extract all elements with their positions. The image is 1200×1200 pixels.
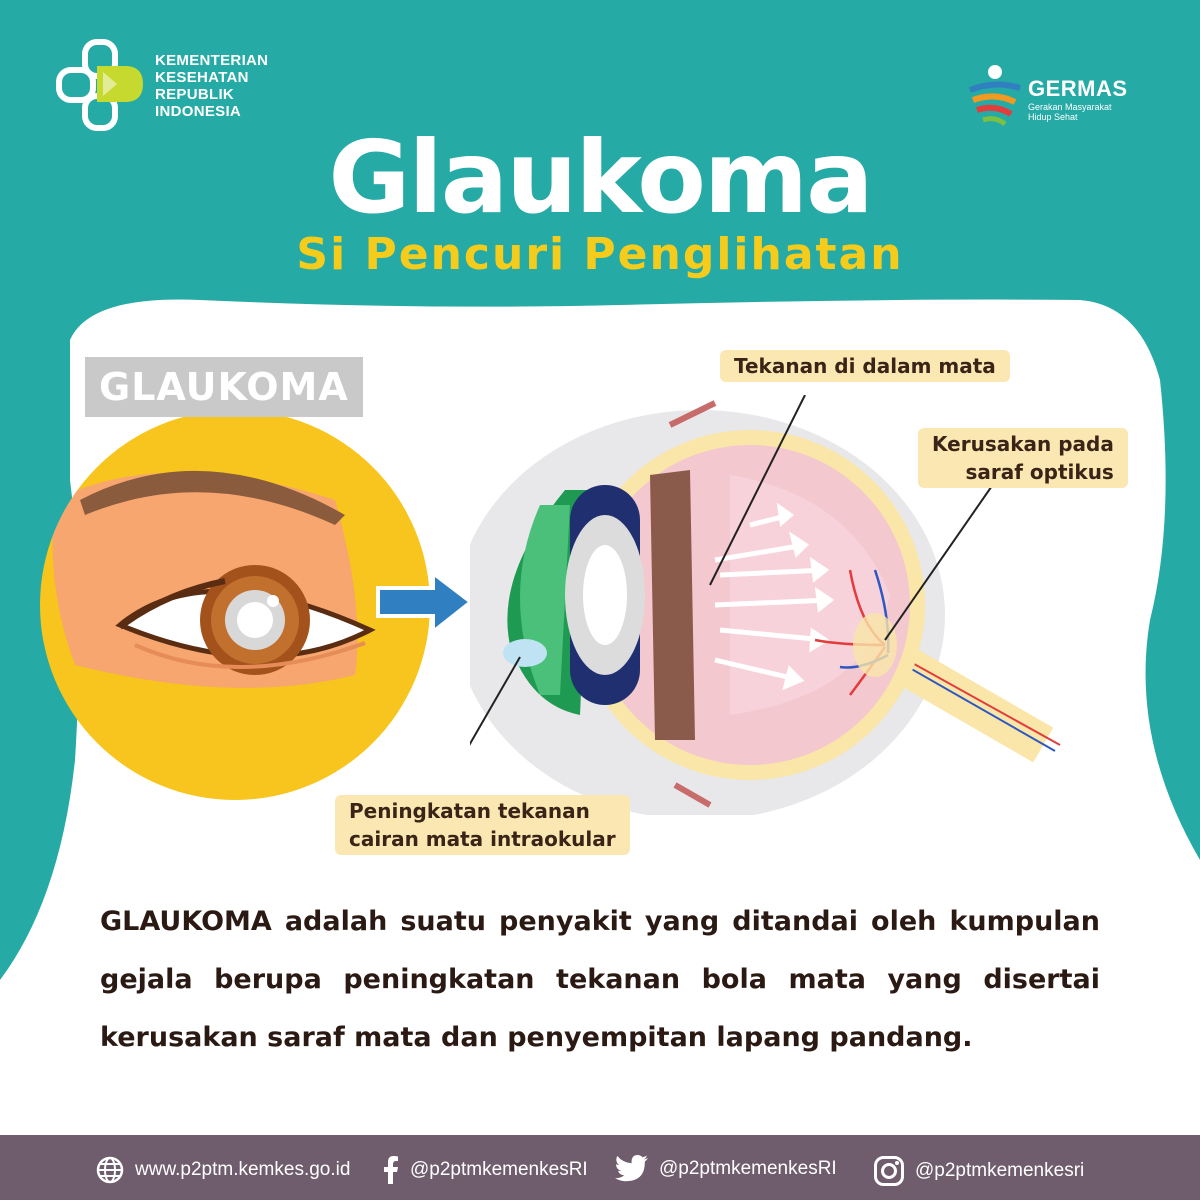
footer-instagram-text: @p2ptmkemenkesri bbox=[915, 1160, 1085, 1181]
callout-optic-nerve-line-2: saraf optikus bbox=[965, 460, 1114, 484]
twitter-icon bbox=[615, 1155, 649, 1183]
footer-instagram[interactable] bbox=[873, 1155, 1084, 1187]
footer-website-text: www.p2ptm.kemkes.go.id bbox=[135, 1159, 351, 1180]
callout-pressure-inside: Tekanan di dalam mata bbox=[720, 350, 1010, 382]
description-paragraph: GLAUKOMA adalah suatu penyakit yang ditandai oleh kumpulan gejala berupa peningkatan tekanan bola mata yang disertai kerusakan saraf mata dan penyempitan lapang pandang. bbox=[100, 906, 1100, 1053]
footer-facebook[interactable] bbox=[380, 1155, 588, 1185]
callout-intraocular-line-1: Peningkatan tekanan bbox=[349, 799, 590, 823]
instagram-icon bbox=[873, 1155, 905, 1187]
germas-tagline-2: Hidup Sehat bbox=[1028, 112, 1078, 122]
footer-facebook-text: @p2ptmkemenkesRI bbox=[410, 1159, 588, 1180]
footer-twitter[interactable] bbox=[615, 1155, 837, 1183]
footer-website[interactable] bbox=[95, 1155, 350, 1185]
page-title: Glaukoma bbox=[328, 119, 872, 236]
callout-optic-nerve bbox=[918, 428, 1128, 488]
facebook-icon bbox=[380, 1155, 400, 1185]
page-subtitle: Si Pencuri Penglihatan bbox=[296, 229, 904, 280]
germas-name: GERMAS bbox=[1028, 76, 1128, 101]
germas-tagline-1: Gerakan Masyarakat bbox=[1028, 102, 1112, 112]
glaukoma-badge: GLAUKOMA bbox=[85, 357, 363, 417]
ministry-line-3: REPUBLIK bbox=[155, 86, 235, 103]
ministry-line-2: KESEHATAN bbox=[155, 69, 249, 86]
ministry-line-4: INDONESIA bbox=[155, 103, 242, 120]
globe-icon bbox=[95, 1155, 125, 1185]
callout-intraocular-line-2: cairan mata intraokular bbox=[349, 827, 616, 851]
callout-optic-nerve-line-1: Kerusakan pada bbox=[932, 432, 1114, 456]
ministry-line-1: KEMENTERIAN bbox=[155, 52, 269, 69]
callout-intraocular-pressure bbox=[335, 795, 630, 855]
arrow-right-icon bbox=[375, 570, 475, 635]
footer-twitter-text: @p2ptmkemenkesRI bbox=[659, 1158, 837, 1179]
